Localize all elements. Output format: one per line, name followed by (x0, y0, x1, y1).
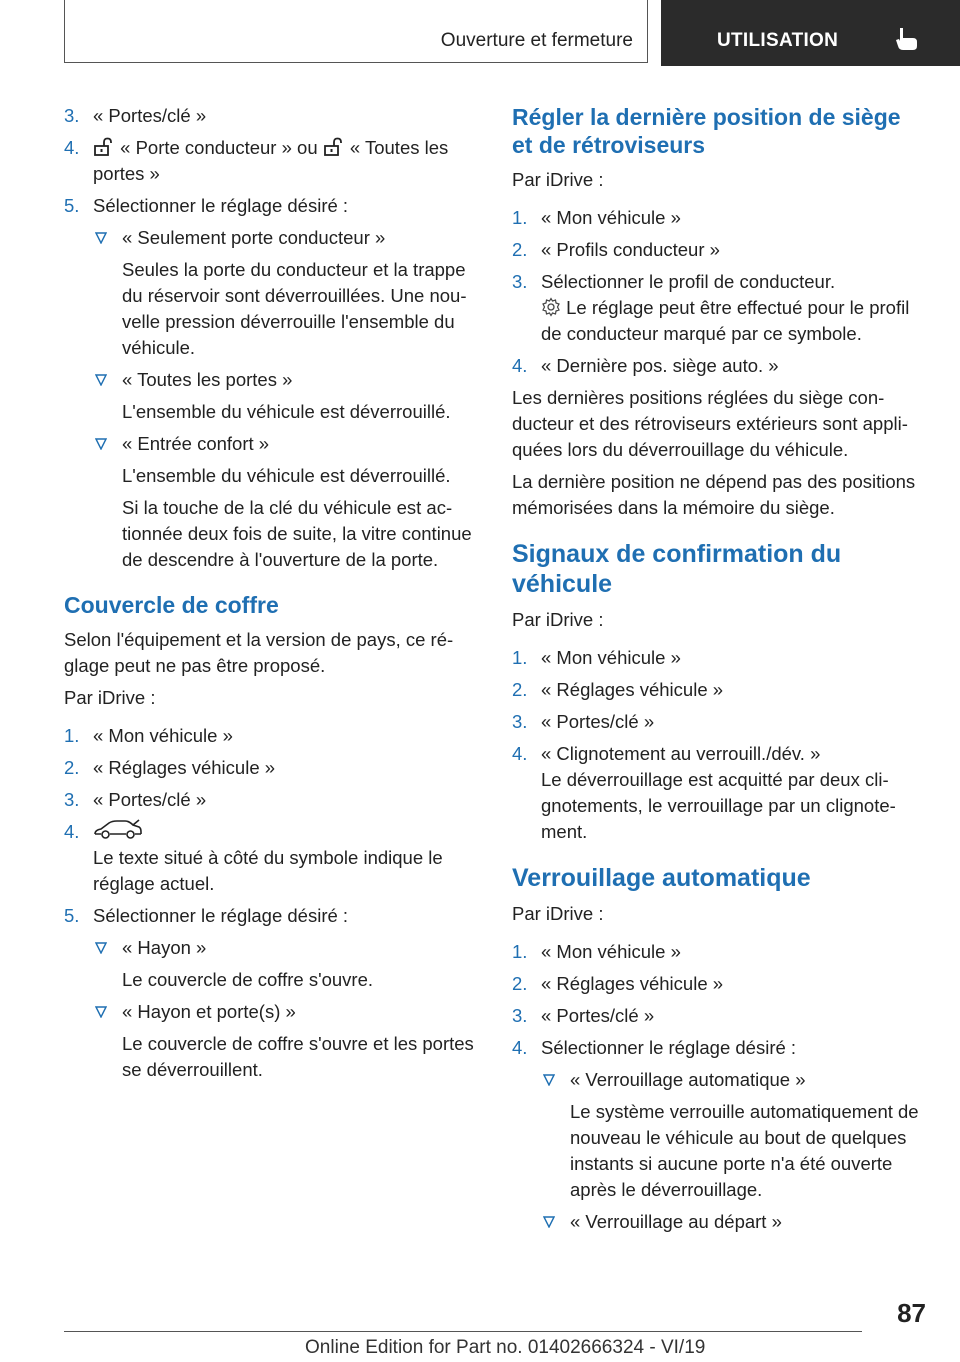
list-text: « Réglages véhicule » (93, 757, 276, 778)
page-header (0, 0, 960, 66)
list-number: 2. (512, 973, 528, 994)
list-item (64, 723, 482, 749)
section-heading: Couvercle de coffre (64, 592, 279, 618)
list-item (512, 269, 924, 295)
section-tab (64, 0, 648, 63)
list-item (512, 645, 924, 671)
list-number: 2. (64, 757, 80, 778)
list-number: 2. (512, 679, 528, 700)
triangle-bullet-icon (95, 942, 107, 954)
list-text: « Mon véhicule » (93, 725, 233, 746)
list-text: « Réglages véhicule » (541, 973, 724, 994)
list-item (512, 237, 924, 263)
list-number: 1. (64, 725, 80, 746)
hand-pointer-icon (893, 26, 919, 52)
list-number: 4. (512, 743, 528, 764)
list-number: 1. (512, 647, 528, 668)
list-text: « Mon véhicule » (541, 647, 681, 668)
list-item (512, 205, 924, 231)
list-text: « Portes/clé » (93, 105, 207, 126)
list-item (64, 903, 482, 929)
sub-item-label: « Verrouillage automatique » (570, 1069, 806, 1090)
sub-item (64, 935, 482, 961)
list-number: 5. (64, 905, 80, 926)
list-item (64, 787, 482, 813)
list-item-desc: Le texte situé à côté du symbole indique le réglage actuel. (93, 847, 443, 894)
sub-item-label: « Hayon » (122, 937, 207, 958)
list-text: Sélectionner le réglage désiré : (93, 905, 349, 926)
list-text: Sélectionner le réglage désiré : (93, 195, 349, 216)
paragraph: Par iDrive : (512, 169, 604, 190)
list-text: « Profils conducteur » (541, 239, 720, 260)
page-number: 87 (897, 1298, 926, 1328)
list-text: « Portes/clé » (93, 789, 207, 810)
right-column (512, 103, 924, 1241)
list-item-desc (512, 295, 924, 347)
left-column (64, 103, 482, 1089)
footer-divider (64, 1331, 862, 1332)
sub-item (64, 367, 482, 393)
list-number: 2. (512, 239, 528, 260)
list-text: « Mon véhicule » (541, 941, 681, 962)
sub-item-desc: Le système verrouille automatiquement de nouveau le véhicule au bout de quelques instants si aucune porte n'a été ouverte après le déverrouillage. (570, 1101, 919, 1200)
list-item (512, 709, 924, 735)
list-text: « Mon véhicule » (541, 207, 681, 228)
section-heading: Verrouillage automatique (512, 864, 811, 892)
section-heading: Régler la dernière position de siège et de rétroviseurs (512, 104, 901, 158)
paragraph: Par iDrive : (64, 687, 156, 708)
edition-text: Online Edition for Part no. 01402666324 - VI/19 (305, 1337, 706, 1358)
list-text-part: « Toutes les portes » (93, 137, 449, 184)
paragraph: La dernière position ne dépend pas des positions mémorisées dans la mémoire du siège. (512, 471, 916, 518)
sub-item-label: « Hayon et porte(s) » (122, 1001, 296, 1022)
list-number: 4. (64, 821, 80, 842)
list-item (64, 819, 482, 845)
sub-item-label: « Seulement porte conducteur » (122, 227, 386, 248)
sub-item-desc: Si la touche de la clé du véhicule est actionnée deux fois de suite, la vitre continue de descendre à l'ouverture de la porte. (122, 497, 472, 570)
triangle-bullet-icon (95, 232, 107, 244)
list-number: 3. (512, 711, 528, 732)
sub-item (512, 1209, 924, 1235)
paragraph: Par iDrive : (512, 609, 604, 630)
sub-item (64, 431, 482, 457)
sub-item-label: « Verrouillage au départ » (570, 1211, 782, 1232)
list-item (64, 193, 482, 219)
list-item (512, 741, 924, 767)
list-text: « Portes/clé » (541, 711, 655, 732)
list-number: 4. (512, 355, 528, 376)
sub-item (64, 225, 482, 251)
triangle-bullet-icon (95, 438, 107, 450)
list-item (512, 677, 924, 703)
list-number: 3. (64, 789, 80, 810)
list-text: Sélectionner le réglage désiré : (541, 1037, 797, 1058)
paragraph: Par iDrive : (512, 903, 604, 924)
list-text-part: « Porte conducteur » ou (115, 137, 323, 158)
list-item (64, 135, 482, 187)
list-number: 5. (64, 195, 80, 216)
unlock-icon (323, 137, 345, 157)
car-trunk-icon (93, 819, 143, 841)
list-text: « Clignotement au verrouill./dév. » (541, 743, 821, 764)
list-text: « Portes/clé » (541, 1005, 655, 1026)
list-item (512, 353, 924, 379)
sub-item-desc: Le couvercle de coffre s'ouvre et les portes se déverrouillent. (122, 1033, 474, 1080)
sub-item-label: « Toutes les portes » (122, 369, 293, 390)
list-number: 3. (64, 105, 80, 126)
triangle-bullet-icon (543, 1216, 555, 1228)
list-item (512, 1003, 924, 1029)
list-number: 1. (512, 207, 528, 228)
chapter-tab (661, 0, 960, 66)
list-item (512, 1035, 924, 1061)
sub-item-desc: L'ensemble du véhicule est déverrouillé. (122, 465, 451, 486)
paragraph: Les dernières positions réglées du siège conducteur et des rétroviseurs extérieurs sont appliquées lors du déverrouillage du véhicule. (512, 387, 908, 460)
list-text: Sélectionner le profil de conducteur. (541, 271, 836, 292)
list-text: « Dernière pos. siège auto. » (541, 355, 779, 376)
list-item (512, 971, 924, 997)
sub-item (512, 1067, 924, 1093)
sub-item-label: « Entrée confort » (122, 433, 270, 454)
list-number: 4. (512, 1037, 528, 1058)
sub-item-desc: L'ensemble du véhicule est déverrouillé. (122, 401, 451, 422)
list-number: 1. (512, 941, 528, 962)
list-number: 4. (64, 137, 80, 158)
list-item-desc-text: Le réglage peut être effectué pour le profil de conducteur marqué par ce symbole. (541, 297, 910, 344)
unlock-icon (93, 137, 115, 157)
list-number: 3. (512, 271, 528, 292)
list-item-desc: Le déverrouillage est acquitté par deux clignotements, le verrouillage par un clignotement. (541, 769, 896, 842)
triangle-bullet-icon (543, 1074, 555, 1086)
list-item (64, 103, 482, 129)
chapter-title: UTILISATION (717, 30, 839, 51)
section-heading: Signaux de confirmation du véhicule (512, 540, 842, 598)
sub-item-desc: Le couvercle de coffre s'ouvre. (122, 969, 374, 990)
list-item (512, 939, 924, 965)
paragraph: Selon l'équipement et la version de pays, ce réglage peut ne pas être proposé. (64, 629, 454, 676)
sub-item-desc: Seules la porte du conducteur et la trappe du réservoir sont déverrouillées. Une nouvelle pression déverrouille l'ensemble du véhicule. (122, 259, 467, 358)
gear-icon (541, 297, 561, 317)
triangle-bullet-icon (95, 1006, 107, 1018)
section-title: Ouverture et fermeture (440, 30, 633, 51)
list-item (64, 755, 482, 781)
sub-item (64, 999, 482, 1025)
list-number: 3. (512, 1005, 528, 1026)
triangle-bullet-icon (95, 374, 107, 386)
list-text: « Réglages véhicule » (541, 679, 724, 700)
